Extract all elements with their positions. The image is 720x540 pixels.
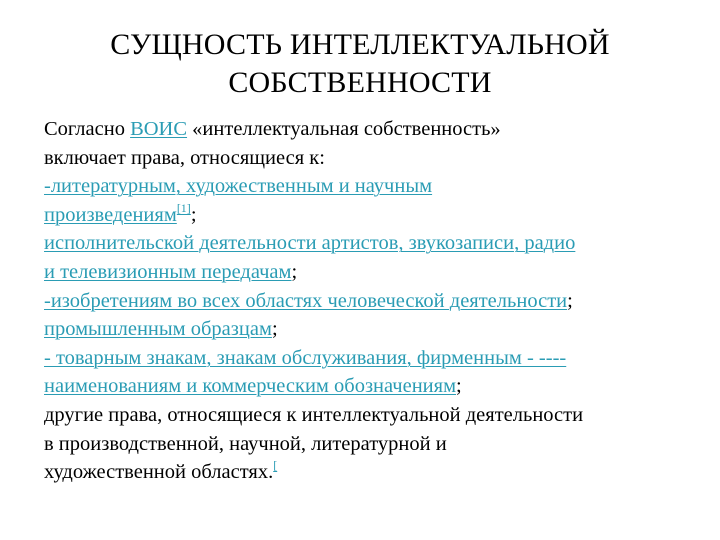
title-line-2: СОБСТВЕННОСТИ	[228, 66, 492, 99]
performing-arts-link[interactable]: исполнительской деятельности артистов, звукозаписи, радио	[44, 232, 576, 255]
body-line-3	[44, 172, 684, 201]
body-line-2: включает права, относящиеся к:	[44, 146, 325, 169]
text-fragment: ;	[456, 375, 462, 398]
tv-broadcasts-link[interactable]: и телевизионным передачам	[44, 260, 292, 283]
body-line-1	[44, 115, 684, 144]
body-line-6	[44, 258, 684, 287]
body-line-12: в производственной, научной, литературной и	[44, 432, 447, 455]
body-line-10	[44, 372, 684, 401]
wipo-link[interactable]: ВОИС	[130, 118, 188, 140]
footnote-1-link[interactable]: [1]	[176, 200, 191, 215]
body-line-11: другие права, относящиеся к интеллектуальной деятельности	[44, 403, 584, 426]
body-line-4	[44, 201, 684, 230]
literary-works-link[interactable]: -литературным, художественным и научным	[44, 175, 433, 198]
text-fragment: художественной областях.	[44, 461, 274, 484]
text-fragment: «интеллектуальная собственность»	[187, 118, 501, 140]
body-line-8	[44, 315, 684, 344]
trademarks-link[interactable]: - товарным знакам, знакам обслуживания, фирменным - ----	[44, 346, 567, 369]
inventions-link[interactable]: -изобретениям во всех областях человеческой деятельности	[44, 289, 568, 312]
body-line-9	[44, 344, 684, 373]
commercial-names-link[interactable]: наименованиям и коммерческим обозначениям	[44, 375, 457, 398]
slide-body	[44, 115, 684, 487]
body-line-13	[44, 458, 684, 487]
industrial-designs-link[interactable]: промышленным образцам	[44, 318, 272, 341]
text-fragment: ;	[567, 289, 573, 312]
text-fragment: ;	[190, 203, 197, 226]
body-line-7	[44, 287, 684, 316]
body-line-5	[44, 229, 684, 258]
footnote-2-link[interactable]: [	[273, 458, 278, 473]
works-link[interactable]: произведениям	[44, 203, 177, 226]
text-fragment: ;	[291, 260, 298, 283]
text-fragment: Согласно	[44, 118, 131, 140]
slide-title	[0, 26, 720, 102]
text-fragment: ;	[271, 318, 278, 341]
title-line-1: СУЩНОСТЬ ИНТЕЛЛЕКТУАЛЬНОЙ	[110, 28, 610, 61]
